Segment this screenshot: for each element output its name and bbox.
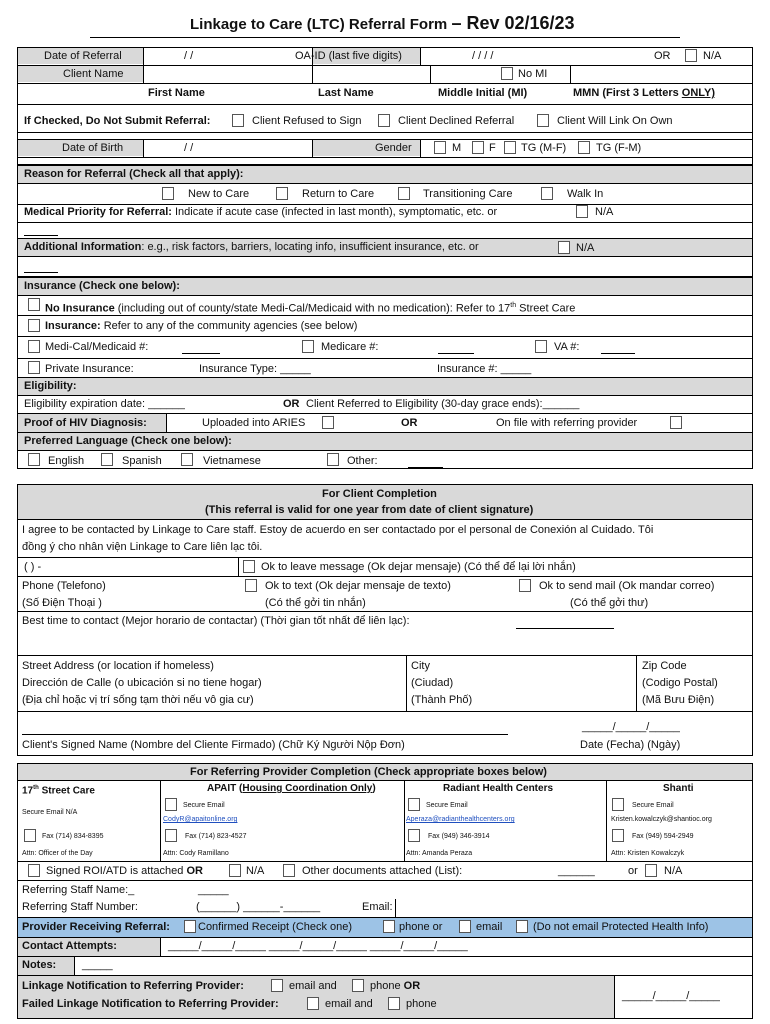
city-label: City bbox=[411, 660, 430, 672]
link-email-checkbox[interactable] bbox=[271, 979, 283, 992]
addl-na-checkbox[interactable] bbox=[558, 241, 570, 254]
dob-label: Date of Birth bbox=[62, 142, 124, 154]
eligibility-or: OR bbox=[283, 398, 300, 410]
ok-mail-vi: (Có thể gởi thư) bbox=[570, 597, 649, 609]
ok-text-checkbox[interactable] bbox=[245, 579, 257, 592]
return-to-care-label: Return to Care bbox=[302, 188, 375, 200]
failed-notif-label: Failed Linkage Notification to Referring Provider: bbox=[22, 998, 279, 1010]
title-rev: – Rev 02/16/23 bbox=[451, 13, 575, 33]
provider3-fax: Fax (949) 346-3914 bbox=[428, 833, 490, 840]
vietnamese-label: Vietnamese bbox=[203, 455, 261, 467]
provider1-email: Secure Email N/A bbox=[22, 809, 78, 816]
provider4-name: Shanti bbox=[663, 783, 694, 794]
gender-tgmf-checkbox[interactable] bbox=[504, 141, 516, 154]
ok-text-label: Ok to text (Ok dejar mensaje de texto) bbox=[265, 580, 451, 592]
link-phone-label: phone OR bbox=[370, 980, 421, 992]
addl-na-label: N/A bbox=[576, 242, 595, 254]
link-notif-label: Linkage Notification to Referring Provider: bbox=[22, 980, 244, 992]
title-text: Linkage to Care (LTC) Referral Form bbox=[190, 16, 448, 33]
eligibility-exp[interactable]: Eligibility expiration date: ______ bbox=[24, 398, 185, 410]
provider4-fax-checkbox[interactable] bbox=[612, 829, 624, 842]
priority-line[interactable] bbox=[24, 235, 58, 236]
signature-line[interactable] bbox=[22, 734, 508, 735]
provider2-fax: Fax (714) 823-4527 bbox=[185, 833, 247, 840]
client-subheading: (This referral is valid for one year from date of client signature) bbox=[205, 504, 534, 516]
last-name-caption: Last Name bbox=[318, 87, 374, 99]
client-name-label: Client Name bbox=[63, 68, 124, 80]
will-link-checkbox[interactable] bbox=[537, 114, 549, 127]
other-docs-checkbox[interactable] bbox=[283, 864, 295, 877]
provider2-email-link[interactable]: CodyR@apaitonline.org bbox=[163, 816, 238, 823]
staff-email-label: Email: bbox=[362, 901, 393, 913]
provider1-attn: Attn: Officer of the Day bbox=[22, 850, 93, 857]
other-docs-line[interactable]: ______ bbox=[558, 865, 595, 877]
form-title bbox=[190, 14, 575, 34]
street-label: Street Address (or location if homeless) bbox=[22, 660, 214, 672]
oaid-na-checkbox[interactable] bbox=[685, 49, 697, 62]
gender-label: Gender bbox=[375, 142, 412, 154]
additional-line[interactable] bbox=[24, 272, 58, 273]
ok-mail-checkbox[interactable] bbox=[519, 579, 531, 592]
provider4-email-addr[interactable]: Kristen.kowalczyk@shantioc.org bbox=[611, 816, 712, 823]
other-lang-checkbox[interactable] bbox=[327, 453, 339, 466]
provider1-name: 17th Street Care bbox=[22, 785, 95, 797]
gender-f-checkbox[interactable] bbox=[472, 141, 484, 154]
new-to-care-label: New to Care bbox=[188, 188, 250, 200]
will-link-label: Client Will Link On Own bbox=[557, 115, 673, 127]
best-time-line[interactable] bbox=[516, 628, 614, 629]
language-heading: Preferred Language (Check one below): bbox=[24, 435, 232, 447]
provider3-email-checkbox[interactable] bbox=[408, 798, 420, 811]
receiving-phone-checkbox[interactable] bbox=[383, 920, 395, 933]
provider1-fax-checkbox[interactable] bbox=[24, 829, 36, 842]
other-na-checkbox[interactable] bbox=[645, 864, 657, 877]
receiving-label: Provider Receiving Referral: bbox=[22, 921, 170, 933]
provider3-name: Radiant Health Centers bbox=[443, 783, 554, 794]
date-of-referral-label: Date of Referral bbox=[44, 50, 122, 62]
failed-email-checkbox[interactable] bbox=[307, 997, 319, 1010]
confirmed-checkbox[interactable] bbox=[184, 920, 196, 933]
receiving-email-label: email bbox=[476, 921, 503, 933]
staff-name-label: Referring Staff Name:_ bbox=[22, 884, 135, 896]
middle-initial-caption: Middle Initial (MI) bbox=[438, 87, 528, 99]
gender-f-label: F bbox=[489, 142, 496, 154]
provider3-email-link[interactable]: Aperaza@radianthealthcenters.org bbox=[406, 816, 515, 823]
oaid-na-label: N/A bbox=[703, 50, 722, 62]
other-lang-line[interactable] bbox=[408, 467, 443, 468]
provider-heading: For Referring Provider Completion (Check appropriate boxes below) bbox=[190, 766, 547, 778]
first-name-caption: First Name bbox=[148, 87, 205, 99]
mmn-caption: MMN (First 3 Letters ONLY) bbox=[573, 87, 716, 99]
provider2-email: Secure Email bbox=[183, 802, 225, 809]
private-label: Private Insurance: bbox=[45, 363, 134, 375]
zip-label: Zip Code bbox=[642, 660, 687, 672]
ok-mail-label: Ok to send mail (Ok mandar correo) bbox=[539, 580, 715, 592]
walk-in-checkbox[interactable] bbox=[541, 187, 553, 200]
onfile-label: On file with referring provider bbox=[496, 417, 638, 429]
ok-text-vi: (Có thể gởi tin nhắn) bbox=[265, 597, 366, 609]
roi-na-label: N/A bbox=[246, 865, 265, 877]
aries-checkbox[interactable] bbox=[322, 416, 334, 429]
medical-line[interactable] bbox=[182, 353, 220, 354]
no-insurance-text: No Insurance (including out of county/state Medi-Cal/Medicaid with no medication): Refer to 17th Street Care bbox=[45, 302, 576, 315]
insurance-heading: Insurance (Check one below): bbox=[24, 280, 180, 292]
spanish-label: Spanish bbox=[122, 455, 162, 467]
provider4-email-checkbox[interactable] bbox=[612, 798, 624, 811]
provider4-fax: Fax (949) 594-2949 bbox=[632, 833, 694, 840]
notes-line[interactable]: _____ bbox=[82, 959, 113, 971]
refused-label: Client Refused to Sign bbox=[252, 115, 362, 127]
agree-line1: I agree to be contacted by Linkage to Care staff. Estoy de acuerdo en ser contactado por el personal de Conexión al Cuidado. Tôi bbox=[22, 524, 654, 536]
return-to-care-checkbox[interactable] bbox=[276, 187, 288, 200]
oaid-field[interactable]: / / / / bbox=[472, 50, 494, 62]
roi-checkbox[interactable] bbox=[28, 864, 40, 877]
va-label: VA #: bbox=[554, 341, 580, 353]
private-checkbox[interactable] bbox=[28, 361, 40, 374]
gender-tgfm-checkbox[interactable] bbox=[578, 141, 590, 154]
refused-checkbox[interactable] bbox=[232, 114, 244, 127]
date-of-referral-field[interactable]: / / bbox=[184, 50, 194, 62]
transitioning-checkbox[interactable] bbox=[398, 187, 410, 200]
notes-label: Notes: bbox=[22, 959, 57, 971]
provider3-email: Secure Email bbox=[426, 802, 468, 809]
no-mi-label: No MI bbox=[518, 68, 548, 80]
vietnamese-checkbox[interactable] bbox=[181, 453, 193, 466]
va-line[interactable] bbox=[601, 353, 635, 354]
medical-label: Medi-Cal/Medicaid #: bbox=[45, 341, 149, 353]
oaid-or: OR bbox=[654, 50, 671, 62]
roi-na-checkbox[interactable] bbox=[229, 864, 241, 877]
no-email-marker bbox=[516, 920, 528, 933]
reason-heading: Reason for Referral (Check all that apply): bbox=[24, 168, 244, 180]
medical-priority: Medical Priority for Referral: Indicate if acute case (infected in last month), symptomatic, etc. or bbox=[24, 206, 498, 218]
medicare-checkbox[interactable] bbox=[302, 340, 314, 353]
signature-date-field[interactable]: _____/_____/_____ bbox=[582, 721, 680, 733]
declined-checkbox[interactable] bbox=[378, 114, 390, 127]
priority-na-label: N/A bbox=[595, 206, 614, 218]
new-to-care-checkbox[interactable] bbox=[162, 187, 174, 200]
provider4-attn: Attn: Kristen Kowalczyk bbox=[611, 850, 685, 857]
contact-attempts-dates[interactable]: _____/_____/_____ _____/_____/_____ _____/_____/_____ bbox=[168, 940, 468, 952]
gender-tgfm-label: TG (F-M) bbox=[596, 142, 642, 154]
walk-in-label: Walk In bbox=[567, 188, 604, 200]
gender-m-checkbox[interactable] bbox=[434, 141, 446, 154]
provider3-fax-checkbox[interactable] bbox=[408, 829, 420, 842]
roi-label: Signed ROI/ATD is attached OR bbox=[46, 865, 203, 877]
leave-message-checkbox[interactable] bbox=[243, 560, 255, 573]
english-label: English bbox=[48, 455, 85, 467]
receiving-email-checkbox[interactable] bbox=[459, 920, 471, 933]
client-heading: For Client Completion bbox=[322, 488, 437, 500]
no-insurance-checkbox[interactable] bbox=[28, 298, 40, 311]
failed-phone-checkbox[interactable] bbox=[388, 997, 400, 1010]
city-label-vi: (Thành Phố) bbox=[411, 694, 473, 706]
dob-field[interactable]: / / bbox=[184, 142, 194, 154]
street-label-vi: (Địa chỉ hoặc vị trí sống tạm thời nếu vô gia cư) bbox=[22, 694, 254, 706]
confirmed-label: Confirmed Receipt (Check one) bbox=[198, 921, 353, 933]
insurance-type[interactable]: Insurance Type: _____ bbox=[199, 363, 311, 375]
link-phone-checkbox[interactable] bbox=[352, 979, 364, 992]
gender-tgmf-label: TG (M-F) bbox=[521, 142, 567, 154]
street-label-es: Dirección de Calle (o ubicación si no tiene hogar) bbox=[22, 677, 262, 689]
failed-email-label: email and bbox=[325, 998, 373, 1010]
phone-number-field[interactable]: ( ) - bbox=[24, 561, 42, 573]
staff-name-line[interactable]: _____ bbox=[198, 884, 229, 896]
priority-na-checkbox[interactable] bbox=[576, 205, 588, 218]
spanish-checkbox[interactable] bbox=[101, 453, 113, 466]
no-email-note: (Do not email Protected Health Info) bbox=[533, 921, 709, 933]
provider4-email: Secure Email bbox=[632, 802, 674, 809]
aries-label: Uploaded into ARIES bbox=[202, 417, 306, 429]
zip-label-es: (Codigo Postal) bbox=[642, 677, 718, 689]
no-mi-checkbox[interactable] bbox=[501, 67, 513, 80]
onfile-checkbox[interactable] bbox=[670, 416, 682, 429]
other-docs-label: Other documents attached (List): bbox=[302, 865, 463, 877]
hiv-label: Proof of HIV Diagnosis: bbox=[24, 417, 147, 429]
phone-label-vi: (Số Điện Thoại ) bbox=[22, 597, 102, 609]
other-na-label: N/A bbox=[664, 865, 683, 877]
english-checkbox[interactable] bbox=[28, 453, 40, 466]
provider2-email-checkbox[interactable] bbox=[165, 798, 177, 811]
staff-number-label: Referring Staff Number: bbox=[22, 901, 138, 913]
insurance-number[interactable]: Insurance #: _____ bbox=[437, 363, 532, 375]
failed-phone-label: phone bbox=[406, 998, 437, 1010]
other-lang-label: Other: bbox=[347, 455, 378, 467]
signed-date-label: Date (Fecha) (Ngày) bbox=[580, 739, 681, 751]
medical-checkbox[interactable] bbox=[28, 340, 40, 353]
insurance-checkbox[interactable] bbox=[28, 319, 40, 332]
if-checked-label: If Checked, Do Not Submit Referral: bbox=[24, 115, 211, 127]
staff-number-field[interactable]: (______) ______-______ bbox=[196, 901, 321, 913]
phone-label: Phone (Telefono) bbox=[22, 580, 106, 592]
signed-name-label: Client's Signed Name (Nombre del Cliente Firmado) (Chữ Ký Người Nộp Đơn) bbox=[22, 739, 405, 751]
agree-line2: đồng ý cho nhân viện Linkage to Care liên lạc tôi. bbox=[22, 541, 263, 553]
insurance-text: Insurance: Refer to any of the community agencies (see below) bbox=[45, 320, 358, 332]
city-label-es: (Ciudad) bbox=[411, 677, 454, 689]
medicare-line[interactable] bbox=[438, 353, 474, 354]
additional-info: Additional Information: e.g., risk factors, barriers, locating info, insufficient insurance, etc. or bbox=[24, 241, 479, 253]
contact-attempts-label: Contact Attempts: bbox=[22, 940, 117, 952]
va-checkbox[interactable] bbox=[535, 340, 547, 353]
link-email-label: email and bbox=[289, 980, 337, 992]
eligibility-heading: Eligibility: bbox=[24, 380, 77, 392]
other-docs-or: or bbox=[628, 865, 638, 877]
declined-label: Client Declined Referral bbox=[398, 115, 515, 127]
provider2-attn: Attn: Cody Ramillano bbox=[163, 850, 229, 857]
gender-m-label: M bbox=[452, 142, 462, 154]
oaid-label: OA-ID (last five digits) bbox=[295, 50, 402, 62]
provider2-fax-checkbox[interactable] bbox=[165, 829, 177, 842]
title-underline bbox=[90, 37, 680, 38]
hiv-or: OR bbox=[401, 417, 418, 429]
provider1-fax: Fax (714) 834-8395 bbox=[42, 833, 104, 840]
final-date-field[interactable]: _____/_____/_____ bbox=[622, 990, 720, 1002]
medicare-label: Medicare #: bbox=[321, 341, 379, 353]
zip-label-vi: (Mã Bưu Điện) bbox=[642, 694, 715, 706]
transitioning-label: Transitioning Care bbox=[423, 188, 513, 200]
provider2-name: APAIT (Housing Coordination Only) bbox=[207, 783, 376, 794]
provider3-attn: Attn: Amanda Peraza bbox=[406, 850, 473, 857]
best-time-label: Best time to contact (Mejor horario de contactar) (Thời gian tốt nhất để liên lạc): bbox=[22, 615, 410, 627]
leave-message-label: Ok to leave message (Ok dejar mensaje) (Có thể để lại lời nhắn) bbox=[261, 561, 576, 573]
receiving-phone-label: phone or bbox=[399, 921, 443, 933]
eligibility-referred[interactable]: Client Referred to Eligibility (30-day grace ends):______ bbox=[306, 398, 580, 410]
